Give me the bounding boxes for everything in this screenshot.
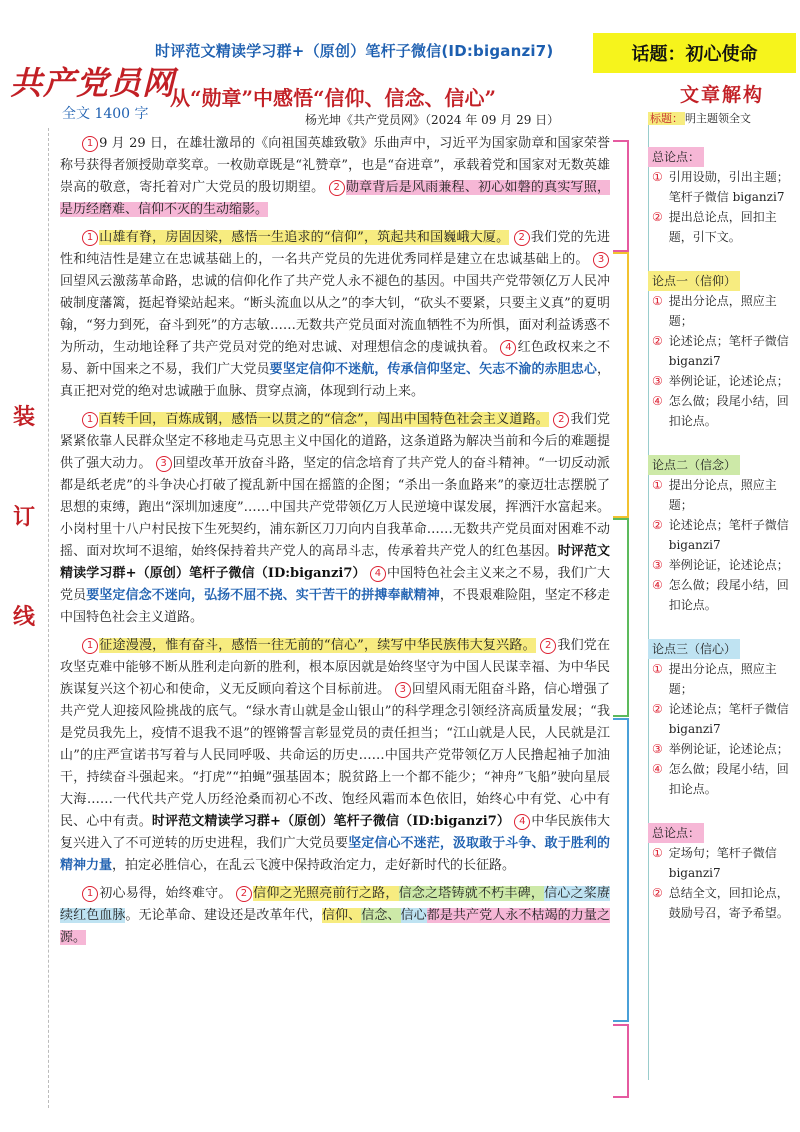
section-label: 论点二（信念） — [648, 455, 740, 475]
panel-item: ③ 举例论证，论述论点； — [652, 742, 789, 756]
highlight-pink: 勋章背后是风雨兼程、初心如磐的真实写照，是历经磨难、信仰不灭的生动缩影。 — [60, 180, 610, 217]
panel-section — [648, 137, 796, 247]
bracket-conviction — [613, 518, 629, 717]
panel-section — [648, 445, 796, 615]
section-label: 总论点： — [648, 147, 704, 167]
highlight-yellow: 征途漫漫，惟有奋斗，感悟一往无前的“信心”，续写中华民族伟大复兴路。 — [99, 638, 536, 653]
circled-number-1: 1 — [82, 136, 98, 152]
circled-number-2: 2 — [553, 412, 569, 428]
section-label: 论点一（信仰） — [648, 271, 740, 291]
highlight-blue: 信心之桨赓续红色血脉 — [60, 886, 610, 923]
panel-item: ③ 举例论证，论述论点； — [652, 558, 789, 572]
circled-number-2: 2 — [540, 638, 556, 654]
bracket-belief — [613, 252, 629, 518]
structure-panel — [648, 85, 796, 923]
panel-item: ④ 怎么做；段尾小结，回扣论点。 — [652, 762, 789, 796]
binding-char: 线 — [12, 604, 35, 630]
panel-item: ① 提出分论点，照应主题； — [652, 294, 777, 328]
paragraph-intro: 1 9 月 29 日，在雄壮激昂的《向祖国英雄致敬》乐曲声中，习近平为国家勋章和国家荣誉称号获得者颁授勋章奖章。一枚勋章既是“礼赞章”，也是“奋进章”，承载着党和国家对无数英雄崇高的敬意，寄托着对广大党员的殷切期望。 2 勋章背后是风雨兼程、初心如磐的真实写照，是历经磨难、信仰不灭的生动缩影。 — [60, 136, 610, 217]
panel-item: ① 提出分论点，照应主题； — [652, 662, 777, 696]
bracket-conclusion — [613, 1024, 629, 1098]
highlight-yellow: 信仰、 — [321, 908, 362, 923]
bracket-intro — [613, 140, 629, 252]
paragraph-confidence: 1 征途漫漫，惟有奋斗，感悟一往无前的“信心”，续写中华民族伟大复兴路。 2 我们党在攻坚克难中能够不断从胜利走向新的胜利，根本原因就是始终坚守为中国人民谋幸福、为中华民族谋复兴这个初心和使命，义无反顾向着这个目标前进。 3 回望风雨无阻奋斗路，信心增强了共产党人迎接风险挑战的底气。“绿水青山就是金山银山”的科学理念引领经济高质量发展；“我是党员我先上，疫情不退我不退”的铿锵誓言彰显党员的责任担当；“江山就是人民，人民就是江山”的庄严宣诺书写着与人民同呼吸、共命运的历史……中国共产党带领亿万人民撸起袖子加油干，持续奋斗强起来。“打虎”“拍蝇”强基固本；脱贫路上一个都不能少；“神舟”飞船”驶向星辰大海……一代代共产党人历经沧桑而初心不改、饱经风霜而本色依旧，始终心中有党、心中有民、心中有责。时评范文精读学习群+（原创）笔杆子微信（ID:biganzi7） 4 中华民族伟大复兴进入了不可逆转的历史进程，我们广大党员要坚定信心不迷茫，汲取敢于斗争、敢于胜利的精神力量，拍定必胜信心，在乱云飞渡中保持政治定力，走好新时代的长征路。 — [60, 638, 610, 873]
panel-item: ② 论述论点；笔杆子微信 biganzi7 — [652, 518, 789, 552]
article-title: 从“勋章”中感悟“信仰、信念、信心” — [170, 86, 497, 110]
section-label: 总论点： — [648, 823, 704, 843]
panel-section — [648, 629, 796, 799]
panel-item: ② 论述论点；笔杆子微信 biganzi7 — [652, 702, 789, 736]
header-banner: 时评范文精读学习群+（原创）笔杆子微信(ID:biganzi7) — [155, 42, 554, 60]
panel-item: ④ 怎么做；段尾小结，回扣论点。 — [652, 578, 789, 612]
promo-watermark: 时评范文精读学习群+（原创）笔杆子微信（ID:biganzi7） — [151, 814, 510, 829]
binding-char: 装 — [12, 404, 35, 430]
article-body — [60, 133, 610, 949]
highlight-blue: 信心 — [400, 908, 427, 923]
panel-title: 文章解构 — [679, 84, 764, 106]
highlight-pink: 都是共产党人永不枯竭的力量之源。 — [60, 908, 610, 945]
panel-item: ③ 举例论证，论述论点； — [652, 374, 789, 388]
title-tag — [648, 109, 796, 129]
highlight-green: 信念、 — [361, 908, 401, 923]
panel-item: ② 总结全文，回扣论点，鼓励号召，寄予希望。 — [652, 886, 789, 920]
tag-text: 明主题领全文 — [685, 112, 751, 125]
paragraph-belief: 1 山雄有脊，房固因梁，感悟一生追求的“信仰”，筑起共和国巍峨大厦。 2 我们党的先进性和纯洁性是建立在忠诚基础上的，一名共产党员的先进优秀同样是建立在忠诚基础上的。 3回望风云激荡革命路，忠诚的信仰化作了共产党人永不褪色的基因。中国共产党带领亿万人民冲破制度藩篱，挺起脊梁站起来。“断头流血以从之”的李大钊，“砍头不要紧，只要主义真”的夏明翰，“努力到死，奋斗到死”的方志敏……无数共产党员面对流血牺牲不为所惧，面对利益诱惑不为所动，生动地诠释了共产党员对党的绝对忠诚、对理想信念的虔诚执着。 4 红色政权来之不易、新中国来之不易，我们广大党员要坚定信仰不迷航，传承信仰坚定、矢志不渝的赤胆忠心，真正把对党的绝对忠诚融于血脉、贯穿点滴，体现到行动上来。 — [60, 230, 610, 399]
panel-section — [648, 813, 796, 923]
circled-number-3: 3 — [395, 682, 411, 698]
panel-item: ① 提出分论点，照应主题； — [652, 478, 777, 512]
highlight-green: 信念之塔铸就不朽丰碑， — [398, 886, 545, 901]
binding-char: 订 — [12, 504, 35, 530]
paragraph-conviction: 1 百转千回，百炼成钢，感悟一以贯之的“信念”，闯出中国特色社会主义道路。 2 我们党紧紧依靠人民群众坚定不移地走马克思主义中国化的道路，这条道路为解决当前和今后的难题提供了强大动力。 3 回望改革开放奋斗路，坚定的信念培育了共产党人的奋斗精神。“一切反动派都是纸老虎”的斗争决心打破了搅乱新中国在摇篮的企图；“杀出一条血路来”的豪迈壮志摆脱了思想的束缚，跑出“深圳加速度”……中国共产党带领亿万人民逆境中谋发展，挥洒汗水富起来。小岗村里十八户村民按下生死契约，浦东新区刀刀向内自我革命……无数共产党员面对困难不动摇、面对坎坷不退缩，始终保持着共产党人的高昂斗志，传承着共产党人的红色基因。时评范文精读学习群+（原创）笔杆子微信（ID:biganzi7） 4 中国特色社会主义来之不易，我们广大党员要坚定信念不迷向，弘扬不屈不挠、实干苦干的拼搏奉献精神，不畏艰难险阻，坚定不移走中国特色社会主义道路。 — [60, 412, 610, 625]
circled-number-3: 3 — [593, 252, 609, 268]
article-byline: 杨光坤《共产党员网》（2024 年 09 月 29 日） — [305, 113, 560, 127]
key-sentence: 要坚定信念不迷向，弘扬不屈不挠、实干苦干的拼搏奉献精神 — [86, 588, 440, 603]
highlight-yellow: 百转千回，百炼成钢，感悟一以贯之的“信念”，闯出中国特色社会主义道路。 — [99, 412, 549, 427]
circled-number-2: 2 — [236, 886, 252, 902]
panel-item: ② 提出总论点，回扣主题，引下文。 — [652, 210, 777, 244]
section-label: 论点三（信心） — [648, 639, 740, 659]
panel-section — [648, 261, 796, 431]
key-sentence: 坚定信心不迷茫，汲取敢于斗争、敢于胜利的精神力量 — [60, 836, 610, 873]
panel-item: ④ 怎么做；段尾小结，回扣论点。 — [652, 394, 789, 428]
site-logo: 共产党员网 — [10, 64, 176, 102]
circled-number-4: 4 — [514, 814, 530, 830]
key-sentence: 要坚定信仰不迷航，传承信仰坚定、矢志不渝的赤胆忠心 — [269, 362, 597, 377]
circled-number-1: 1 — [82, 230, 98, 246]
circled-number-2: 2 — [514, 230, 530, 246]
circled-number-1: 1 — [82, 412, 98, 428]
bracket-confidence — [613, 718, 629, 1022]
highlight-yellow: 信仰之光照亮前行之路， — [252, 886, 399, 901]
word-count: 全文 1400 字 — [62, 106, 149, 122]
topic-box: 话题：初心使命 — [593, 33, 796, 73]
circled-number-3: 3 — [156, 456, 172, 472]
highlight-yellow: 山雄有脊，房固因梁，感悟一生追求的“信仰”，筑起共和国巍峨大厦。 — [99, 230, 510, 245]
circled-number-4: 4 — [370, 566, 386, 582]
panel-item: ① 定场句；笔杆子微信 biganzi7 — [652, 846, 777, 880]
tag-label: 标题： — [650, 112, 683, 125]
promo-watermark: 时评范文精读学习群+（原创）笔杆子微信（ID:biganzi7） — [60, 544, 610, 581]
circled-number-1: 1 — [82, 886, 98, 902]
circled-number-4: 4 — [500, 340, 516, 356]
circled-number-2: 2 — [329, 180, 345, 196]
paragraph-conclusion: 1 初心易得，始终难守。 2 信仰之光照亮前行之路，信念之塔铸就不朽丰碑，信心之桨赓续红色血脉。无论革命、建设还是改革年代，信仰、信念、信心都是共产党人永不枯竭的力量之源。 — [60, 886, 610, 945]
panel-item: ① 引用设勋，引出主题；笔杆子微信 biganzi7 — [652, 170, 789, 204]
binding-dash-line — [48, 128, 49, 1108]
binding-line-label — [12, 400, 36, 700]
panel-item: ② 论述论点；笔杆子微信 biganzi7 — [652, 334, 789, 368]
circled-number-1: 1 — [82, 638, 98, 654]
